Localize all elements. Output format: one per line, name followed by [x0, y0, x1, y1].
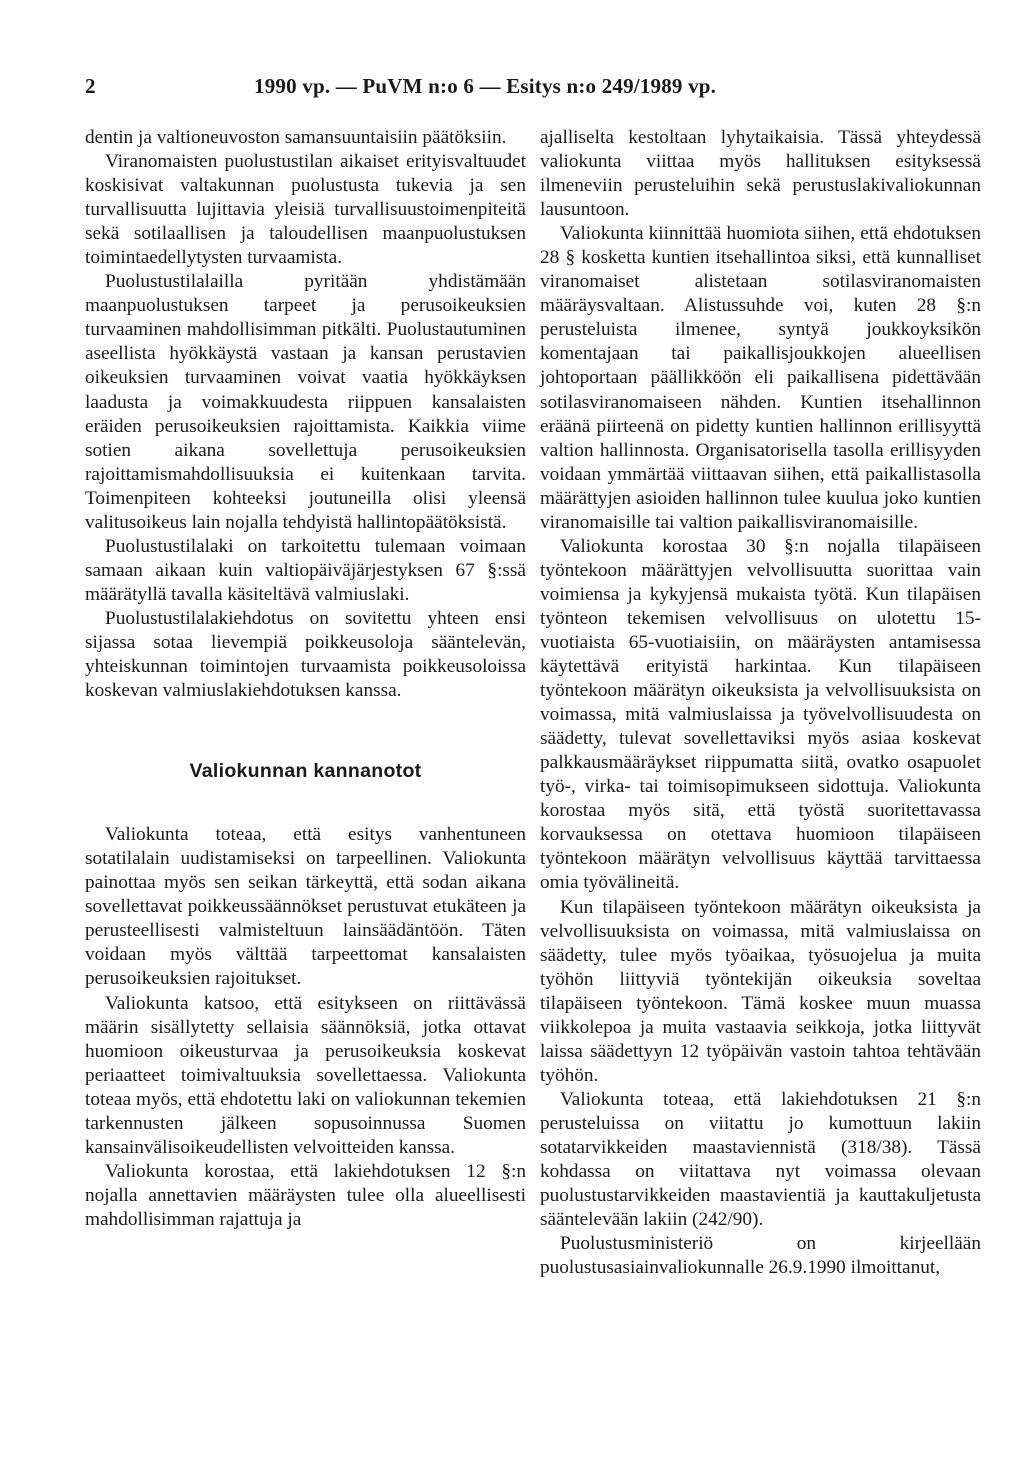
- page-number: 2: [85, 74, 96, 98]
- section-spacer: [85, 703, 526, 759]
- paragraph: Kun tilapäiseen työntekoon määrätyn oikeuksista ja velvollisuuksista on voimassa, mitä valmiuslaissa on säädetty, tulee myös työaikaa, työsuojelua ja muita työhön liittyviä työntekijän oikeuksia soveltaa tilapäiseen työntekoon. Tämä koskee muun muassa viikkolepoa ja muita vastaavia seikkoja, jotka liittyvät laissa säädettyyn 12 työpäivän vastoin tahtoa tehtävään työhön.: [540, 896, 981, 1086]
- paragraph: Viranomaisten puolustustilan aikaiset erityisvaltuudet koskisivat valtakunnan puolustusta tukevia ja sen turvallisuutta lujittavia yleisiä turvallisuustoimenpiteitä sekä sotilaallisen ja taloudellisen maanpuolustuksen toimintaedellytysten turvaamista.: [85, 151, 526, 269]
- paragraph: Puolustustilalailla pyritään yhdistämään maanpuolustuksen tarpeet ja perusoikeuksien turvaaminen mahdollisimman pitkälti. Puolustautuminen aseellista hyökkäystä vastaan ja kansan perustavien oikeuksien turvaaminen voivat vaatia hyökkäyksen laadusta ja voimakkuudesta riippuen kansalaisten eräiden perusoikeuksien rajoittamista. Kaikkia viime sotien aikana sovellettuja perusoikeuksien rajoittamismahdollisuuksia ei kuitenkaan tarvita. Toimenpiteen kohteeksi joutuneilla olisi yleensä valitusoikeus lain nojalla tehdyistä hallintopäätöksistä.: [85, 271, 526, 533]
- right-column: [540, 126, 981, 1280]
- section-spacer: [85, 783, 526, 823]
- running-title: 1990 vp. — PuVM n:o 6 — Esitys n:o 249/1989 vp.: [254, 74, 717, 98]
- paragraph: Puolustustilalaki on tarkoitettu tulemaan voimaan samaan aikaan kuin valtiopäiväjärjestyksen 67 §:ssä määrätyllä tavalla käsiteltävä valmiuslaki.: [85, 535, 526, 605]
- paragraph: ajalliselta kestoltaan lyhytaikaisia. Tässä yhteydessä valiokunta viittaa myös hallituksen esityksessä ilmeneviin perusteluihin sekä perustuslakivaliokunnan lausuntoon.: [540, 127, 981, 221]
- section-heading: Valiokunnan kannanotot: [189, 760, 422, 783]
- paragraph: Valiokunta korostaa, että lakiehdotuksen 12 §:n nojalla annettavien määräysten tulee olla alueellisesti mahdollisimman rajattuja ja: [85, 1160, 526, 1230]
- paragraph: Valiokunta katsoo, että esitykseen on riittävässä määrin sisällytetty sellaisia säännöksiä, jotka ottavat huomioon oikeusturvaa ja perusoikeuksia koskevat periaatteet toimivaltuuksia sovellettaessa. Valiokunta toteaa myös, että ehdotettu laki on valiokunnan tekemien tarkennusten jälkeen sopusoinnussa Suomen kansainvälisoikeudellisten velvoitteiden kanssa.: [85, 992, 526, 1158]
- left-column: [85, 126, 526, 1232]
- paragraph: Valiokunta toteaa, että lakiehdotuksen 21 §:n perusteluissa on viitattu jo kumottuun lakiin sotatarvikkeiden maastaviennistä (318/38). Tässä kohdassa on viitattava nyt voimassa olevaan puolustustarvikkeiden maastavientiä ja kauttakuljetusta sääntelevään lakiin (242/90).: [540, 1088, 981, 1231]
- paragraph: Valiokunta korostaa 30 §:n nojalla tilapäiseen työntekoon määrättyjen velvollisuutta suorittaa vain voimiensa ja kykyjensä mukaista työtä. Kun tilapäisen työnteon tekemisen velvollisuus on ulotettu 15-vuotiaista 65-vuotiaisiin, on määräysten antamisessa käytettävä erityistä harkintaa. Kun tilapäiseen työntekoon määrätyn oikeuksista ja velvollisuuksista on voimassa, mitä valmiuslaissa ja työvelvollisuudesta on säädetty, tulevat sovellettaviksi myös asiaa koskevat palkkausmääräykset riippumatta siitä, ovatko osapuolet työ-, virka- tai toimisopimukseen sidottuja. Valiokunta korostaa myös sitä, että työstä suoritettavassa korvauksessa on otettava huomioon tilapäiseen työntekoon määrätyn velvollisuus käyttää tarvittaessa omia työvälineitä.: [540, 535, 981, 894]
- paragraph: Valiokunta toteaa, että esitys vanhentuneen sotatilalain uudistamiseksi on tarpeellinen. Valiokunta painottaa myös sen seikan tärkeyttä, että sodan aikana sovellettavat poikkeussäännökset perustuvat etukäteen ja perusteellisesti valmisteltuun lainsäädäntöön. Täten voidaan myös välttää tarpeettomat kansalaisten perusoikeuksien rajoitukset.: [85, 824, 526, 990]
- paragraph: Puolustustilalakiehdotus on sovitettu yhteen ensi sijassa sotaa lievempiä poikkeusoloja sääntelevän, yhteiskunnan toimintojen turvaamista poikkeusoloissa koskevan valmiuslakiehdotuksen kanssa.: [85, 607, 526, 702]
- paragraph: Puolustusministeriö on kirjeellään puolustusasiainvaliokunnalle 26.9.1990 ilmoittanut,: [540, 1233, 981, 1279]
- paragraph: Valiokunta kiinnittää huomiota siihen, että ehdotuksen 28 § kosketta kuntien itsehallintoa siksi, että kunnalliset viranomaiset alistetaan sotilasviranomaisten määräysvaltaan. Alistussuhde voi, kuten 28 §:n perusteluista ilmenee, syntyä joukkoyksikön komentajaan tai paikallisjoukkojen alueellisen johtoportaan päällikköön eli paikallisena pidettävään sotilasviranomaiseen nähden. Kuntien itsehallinnon eräänä piirteenä on pidetty kuntien hallinnon erillisyyttä valtion hallinnosta. Organisatorisella tasolla erillisyyden voidaan ymmärtää viittaavan siihen, että paikallistasolla määrättyjen asioiden hallinnon tulee kuulua joko kuntien viranomaisille tai valtion paikallisviranomaisille.: [540, 223, 981, 533]
- page-header: [0, 74, 1024, 104]
- paragraph: dentin ja valtioneuvoston samansuuntaisiin päätöksiin.: [85, 127, 507, 148]
